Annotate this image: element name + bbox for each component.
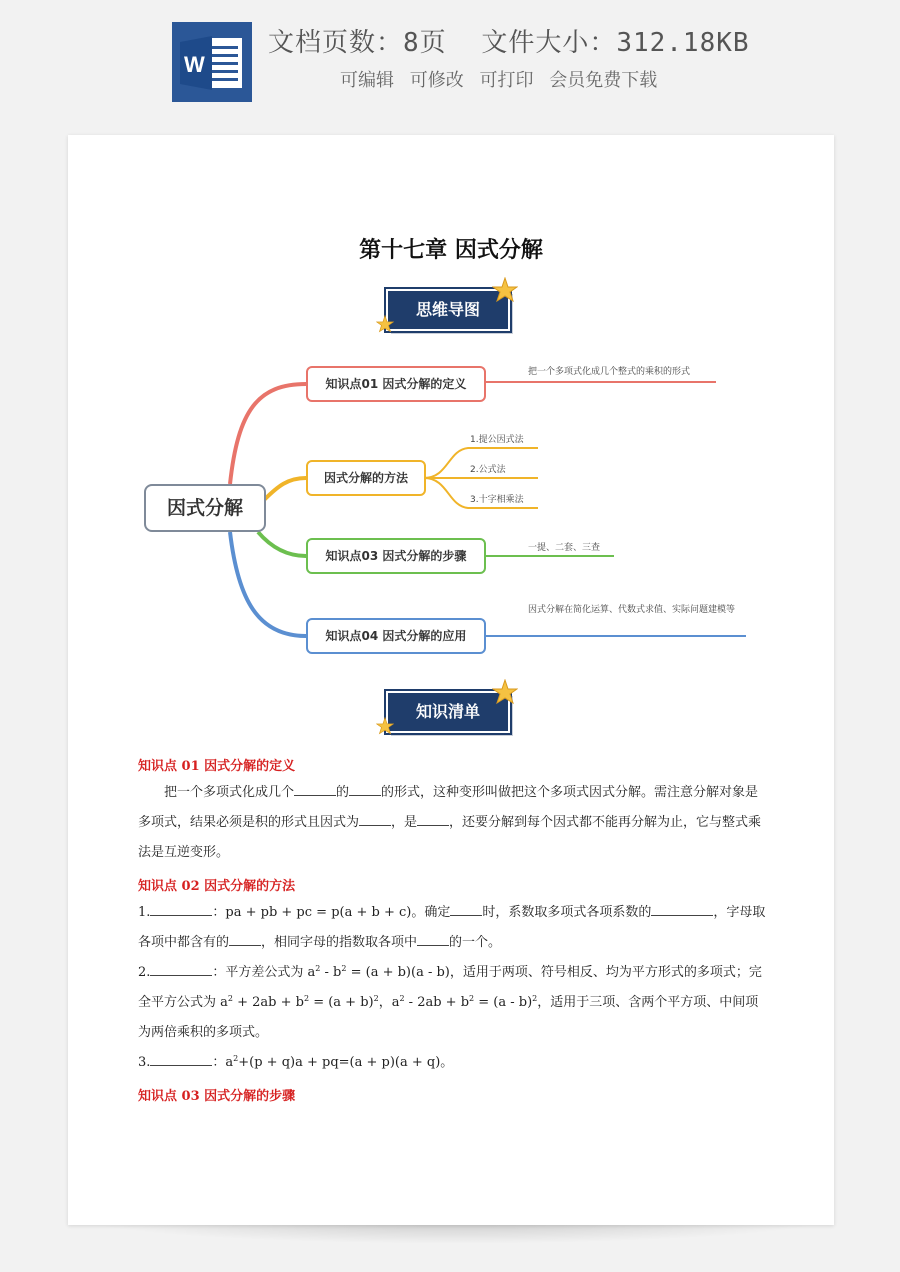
- mindmap-center-node: 因式分解: [144, 484, 266, 532]
- file-info: [268, 22, 768, 58]
- exponent: 2: [303, 994, 310, 1003]
- mindmap-node-applications: 知识点04 因式分解的应用: [306, 618, 486, 654]
- word-document-icon: [172, 22, 252, 102]
- fill-blank[interactable]: [349, 781, 381, 796]
- text-run: ：平方差公式为 a: [212, 965, 316, 980]
- exponent: 2: [373, 994, 379, 1003]
- text-run: ，是: [391, 815, 418, 830]
- exponent: 2: [532, 994, 538, 1003]
- exponent: 2: [399, 994, 405, 1003]
- text-run: = (a - b): [474, 995, 533, 1010]
- exponent: 2: [233, 1054, 239, 1063]
- mindmap-node-definition: 知识点01 因式分解的定义: [306, 366, 486, 402]
- feature-modifiable: 可修改: [409, 70, 464, 91]
- chapter-title: 第十七章 因式分解: [359, 238, 543, 263]
- mindmap-leaf-method-3: 3.十字相乘法: [470, 495, 524, 505]
- text-run: - 2ab + b: [404, 995, 470, 1010]
- exponent: 2: [227, 994, 233, 1003]
- svg-text:W: W: [184, 52, 205, 77]
- definition-paragraph: [138, 778, 768, 868]
- text-run: = (a + b)(a - b)，适用于两项、符号相反、均为平方形式的多项式；完全平方公式为 a: [138, 965, 762, 1010]
- mindmap-badge-label: 思维导图: [386, 289, 510, 331]
- feature-printable: 可打印: [479, 70, 534, 91]
- mindmap-leaf-method-2: 2.公式法: [470, 465, 506, 475]
- item-number: 2.: [138, 965, 151, 980]
- text-run: = (a + b): [309, 995, 374, 1010]
- feature-editable: 可编辑: [340, 70, 394, 91]
- fill-blank[interactable]: [150, 901, 212, 916]
- text-run: - b: [320, 965, 342, 980]
- mind-map: [138, 350, 758, 670]
- mindmap-badge: [386, 289, 510, 329]
- feature-list: [340, 66, 667, 92]
- mindmap-node-methods: 因式分解的方法: [306, 460, 426, 496]
- download-banner: [0, 0, 900, 120]
- section-heading-definition: 知识点 01 因式分解的定义: [138, 759, 296, 774]
- text-run: ，a: [378, 995, 400, 1010]
- text-run: + 2ab + b: [232, 995, 304, 1010]
- mindmap-node-steps: 知识点03 因式分解的步骤: [306, 538, 486, 574]
- text-run: 时，系数取多项式各项系数的: [482, 905, 652, 920]
- fill-blank[interactable]: [150, 1051, 212, 1066]
- text-run: 把一个多项式化成几个: [164, 785, 295, 800]
- text-run: ，还要分解到每个因式都不能再分解为止，它与整式乘法是互逆变形。: [138, 815, 762, 860]
- item-number: 3.: [138, 1055, 151, 1070]
- exponent: 2: [315, 964, 321, 973]
- section-heading-steps: 知识点 03 因式分解的步骤: [138, 1089, 296, 1104]
- mindmap-leaf-steps: 一提、二套、三查: [528, 543, 601, 553]
- method-3-paragraph: [138, 1048, 768, 1078]
- text-run: +(p + q)a + pq=(a + p)(a + q)。: [238, 1055, 454, 1070]
- item-number: 1.: [138, 905, 151, 920]
- text-run: 的: [336, 785, 350, 800]
- file-size: 文件大小：312.18KB: [481, 28, 750, 58]
- fill-blank[interactable]: [294, 781, 336, 796]
- text-run: ：a: [212, 1055, 234, 1070]
- fill-blank[interactable]: [359, 811, 391, 826]
- fill-blank[interactable]: [229, 931, 261, 946]
- checklist-badge-label: 知识清单: [386, 691, 510, 733]
- text-run: ：pa + pb + pc = p(a + b + c)。确定: [212, 905, 451, 920]
- fill-blank[interactable]: [150, 961, 212, 976]
- star-icon: [376, 717, 394, 735]
- method-1-paragraph: [138, 898, 768, 958]
- exponent: 2: [341, 964, 347, 973]
- star-icon: [492, 679, 518, 705]
- section-heading-methods: 知识点 02 因式分解的方法: [138, 879, 296, 894]
- text-run: ，字母取各项中都含有的: [138, 905, 766, 950]
- fill-blank[interactable]: [417, 931, 449, 946]
- star-icon: [492, 277, 518, 303]
- checklist-badge: [386, 691, 510, 731]
- fill-blank[interactable]: [651, 901, 713, 916]
- method-2-paragraph: [138, 958, 768, 1048]
- fill-blank[interactable]: [450, 901, 482, 916]
- text-run: ，相同字母的指数取各项中: [261, 935, 418, 950]
- fill-blank[interactable]: [417, 811, 449, 826]
- mindmap-leaf-definition: 把一个多项式化成几个整式的乘积的形式: [528, 367, 691, 377]
- text-run: 的形式，这种变形叫做把这个多项式因式分解。需注意分解对象是多项式，结果必须是积的形式且因式为: [138, 785, 759, 830]
- star-icon: [376, 315, 394, 333]
- exponent: 2: [469, 994, 475, 1003]
- text-run: ，适用于三项、含两个平方项、中间项为两倍乘积的多项式。: [138, 995, 759, 1040]
- mindmap-leaf-applications: 因式分解在简化运算、代数式求值、实际问题建模等: [528, 605, 736, 615]
- feature-member-free: 会员免费下载: [549, 70, 658, 91]
- page-count: 文档页数：8页: [268, 28, 447, 58]
- document-page: [68, 135, 834, 1225]
- text-run: 的一个。: [449, 935, 502, 950]
- mindmap-leaf-method-1: 1.提公因式法: [470, 435, 524, 445]
